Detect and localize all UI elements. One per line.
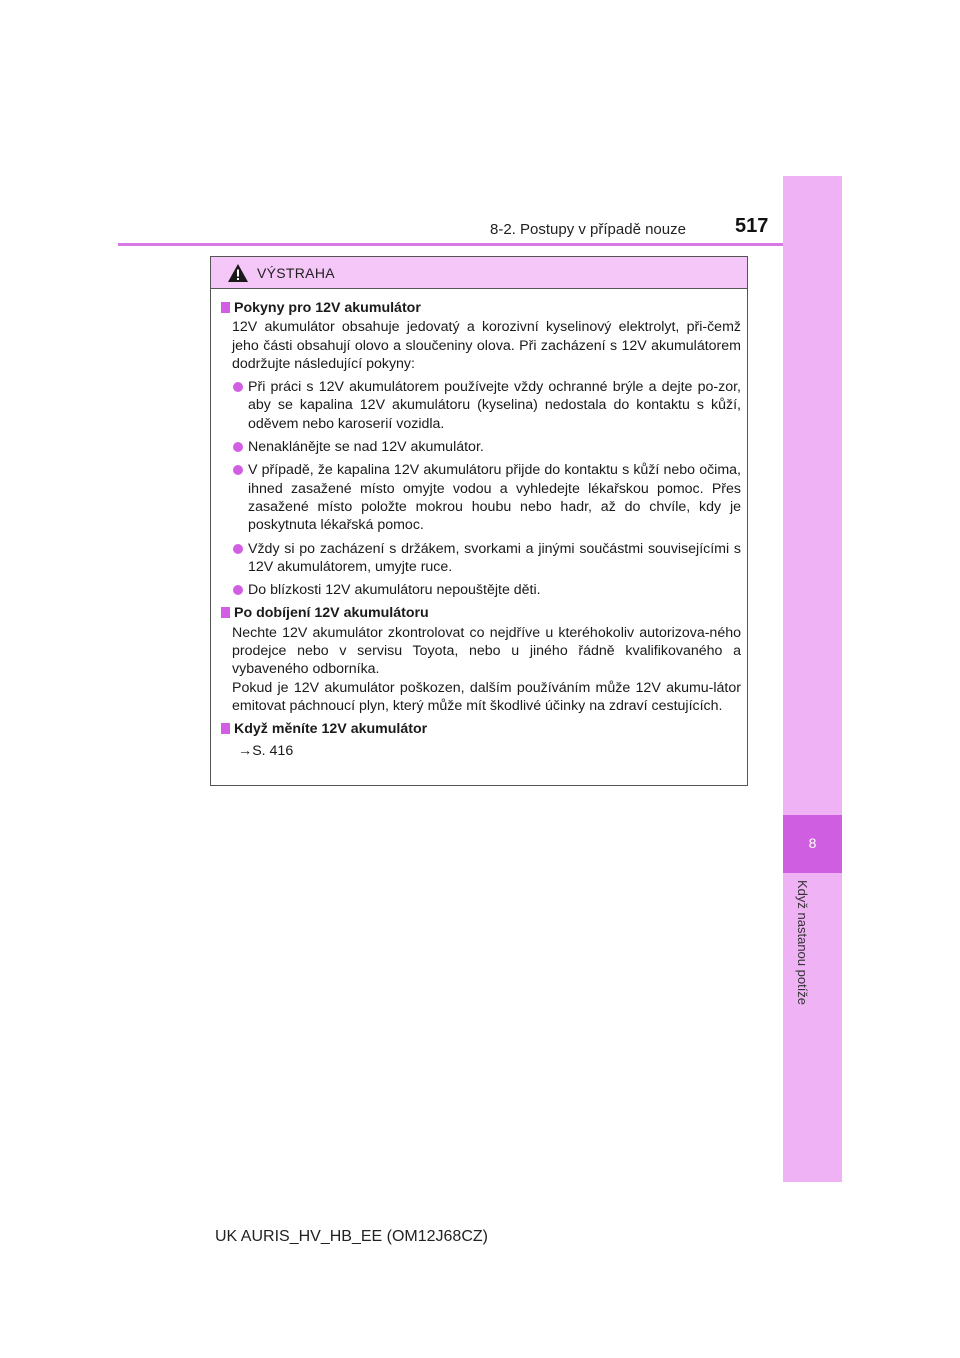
page-reference-link[interactable]: →S. 416 [238,742,294,759]
list-item [221,540,741,577]
section-paragraph: Nechte 12V akumulátor zkontrolovat co nejdříve u kteréhokoliv autorizova-ného prodejce nebo v servisu Toyota, nebo u jiného řádně kvalifikovaného a vybaveného odborníka. [232,624,741,678]
round-bullet-icon [233,585,243,595]
section-heading-text: Pokyny pro 12V akumulátor [234,300,421,316]
chapter-number: 8 [808,835,817,851]
list-item-text: Do blízkosti 12V akumulátoru nepouštějte děti. [248,582,541,599]
list-item-text: V případě, že kapalina 12V akumulátoru přijde do kontaktu s kůží nebo očima, ihned zasažené místo omyjte vodou a vyhledejte lékařskou pomoc. Přes zasažené místo položte mokrou houbu nebo hadr, až do chvíle, kdy je poskytnuta lékařská pomoc. [248,462,741,534]
section-paragraph: Pokud je 12V akumulátor poškozen, dalším používáním může 12V akumu-látor emitovat páchnoucí plyn, který může mít škodlivé účinky na zdraví cestujících. [232,679,741,714]
list-item [221,378,741,433]
list-item-text: Při práci s 12V akumulátorem používejte vždy ochranné brýle a dejte po-zor, aby se kapalina 12V akumulátoru (kyselina) nedostala do kontaktu s kůží, oděvem nebo karoserií vozidla. [248,379,741,432]
chapter-tab[interactable] [783,815,842,873]
section-heading-text: Když měníte 12V akumulátor [234,721,428,738]
section-heading [221,720,741,738]
header-divider [118,243,842,246]
section-heading [221,604,741,622]
chapter-title: Když nastanou potíže [795,880,810,1006]
list-item [221,461,741,534]
warning-box [210,256,748,786]
list-item [221,581,741,599]
round-bullet-icon [233,465,243,475]
section-heading [221,299,741,317]
warning-triangle-icon [227,263,249,283]
section-intro: 12V akumulátor obsahuje jedovatý a korozivní kyselinový elektrolyt, při-čemž jeho části obsahují olovo a sloučeniny olova. Při zacházení s 12V akumulátorem dodržujte následující pokyny: [232,319,741,372]
round-bullet-icon [233,544,243,554]
round-bullet-icon [233,442,243,452]
list-item [221,438,741,456]
list-item-text: Nenaklánějte se nad 12V akumulátor. [248,439,484,456]
page-number: 517 [735,215,769,237]
warning-body [211,289,747,760]
warning-header [211,257,747,289]
section-title: 8-2. Postupy v případě nouze [490,221,686,238]
square-bullet-icon [221,723,230,734]
round-bullet-icon [233,382,243,392]
list-item-text: Vždy si po zacházení s držákem, svorkami a jinými součástmi souvisejícími s 12V akumulátorem, umyjte ruce. [248,540,741,575]
warning-title: VÝSTRAHA [257,264,335,281]
chapter-side-band [783,176,842,1182]
document-code: UK AURIS_HV_HB_EE (OM12J68CZ) [215,1228,488,1245]
square-bullet-icon [221,302,230,313]
section-heading-text: Po dobíjení 12V akumulátoru [234,605,429,622]
square-bullet-icon [221,607,230,618]
